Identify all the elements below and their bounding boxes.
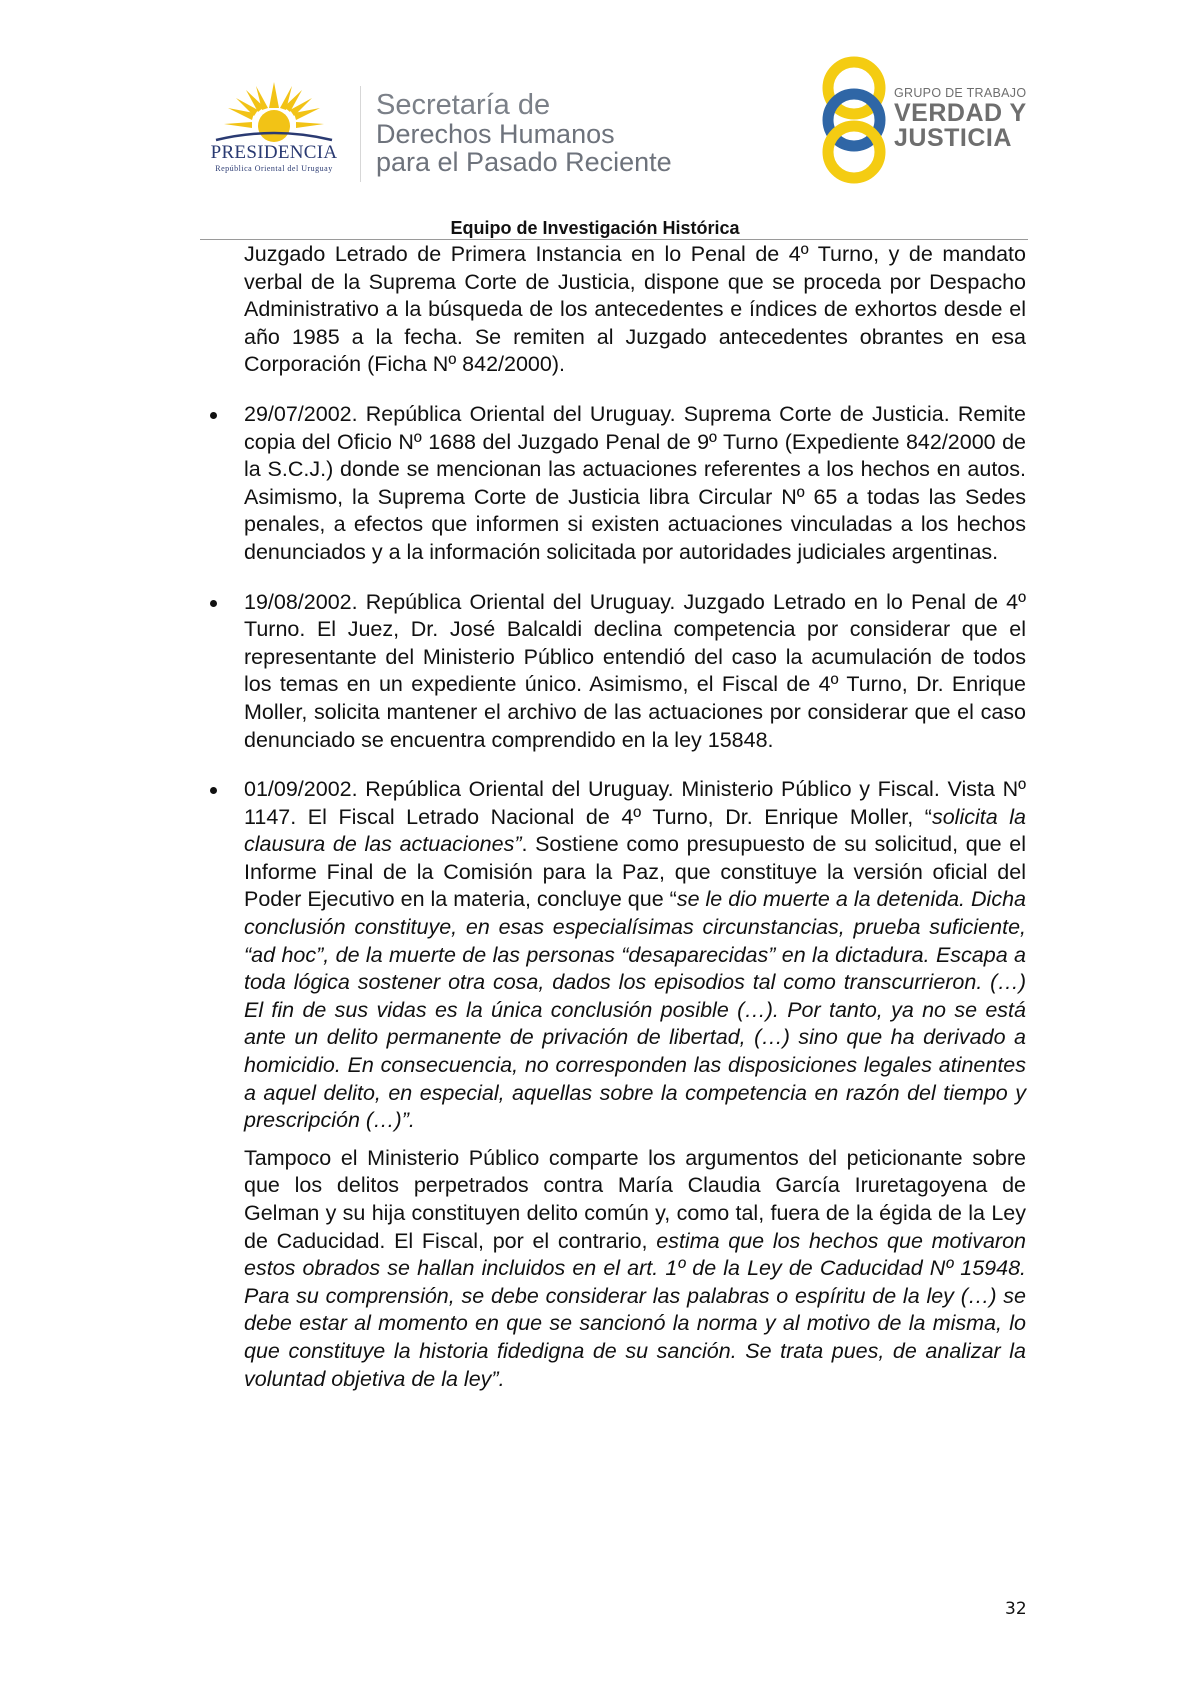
team-title: Equipo de Investigación Histórica (450, 218, 740, 238)
intro-paragraph: Juzgado Letrado de Primera Instancia en lo Penal de 4º Turno, y de mandato verbal de la Suprema Corte de Justicia, dispone que se proceda por Despacho Administrativo a la búsqueda de los antecedentes e índices de exhortos desde el año 1985 a la fecha. Se remiten al Juzgado antecedentes obrantes en esa Corporación (Ficha Nº 842/2000). (244, 242, 1026, 377)
document-body (244, 241, 1026, 1393)
item3-paragraph-2 (244, 1145, 1026, 1393)
item-text: 29/07/2002. República Oriental del Uruguay. Suprema Corte de Justicia. Remite copia del Oficio Nº 1688 del Juzgado Penal de 9º Turno (Expediente 842/2000 de la S.C.J.) donde se mencionan las actuaciones referentes a los hechos en autos. Asimismo, la Suprema Corte de Justicia libra Circular Nº 65 a todas las Sedes penales, a efectos que informen si existen actuaciones vinculadas a los hechos denunciados y a la información solicitada por autoridades judiciales argentinas. (244, 401, 1026, 564)
item3-quote-b: se le dio muerte a la detenida. Dicha conclusión constituye, en esas especialísimas circunstancias, prueba suficiente, “ad hoc”, de la muerte de las personas “desaparecidas” en la dictadura. Escapa a toda lógica sostener otra cosa, dados los episodios tal como transcurrieron. (…) El fin de sus vidas es la única conclusión posible (…). Por tanto, ya no se está ante un delito permanente de privación de libertad, (…) sino que ha derivado a homicidio. En consecuencia, no corresponden las disposiciones legales atinentes a aquel delito, en especial, aquellas sobre la competencia en razón del tiempo y prescripción (…)”. (244, 887, 1026, 1133)
secretaria-line-1: Secretaría de (376, 89, 551, 121)
list-item (244, 776, 1026, 1393)
vyj-justicia-label: JUSTICIA (894, 124, 1012, 152)
secretaria-line-2: Derechos Humanos (376, 119, 615, 149)
page-number: 32 (1005, 1599, 1027, 1619)
sun-emblem-icon (196, 80, 352, 150)
list-item (244, 401, 1026, 567)
item3-text-a: 01/09/2002. República Oriental del Uruguay. Ministerio Público y Fiscal. Vista Nº 1147. El Fiscal Letrado Nacional de 4º Turno, Dr. Enrique Moller, “ (244, 777, 1026, 829)
secretaria-logo-text (376, 90, 672, 176)
verdad-justicia-logo-text (894, 86, 1027, 150)
presidencia-name: PRESIDENCIA (210, 142, 338, 163)
vyj-grupo-label: GRUPO DE TRABAJO (894, 86, 1027, 100)
item3-p2-quote: estima que los hechos que motivaron estos obrados se hallan incluidos en el art. 1º de la Ley de Caducidad Nº 15948. Para su comprensión, se debe considerar las palabras o espíritu de la ley (…) se debe estar al momento en que se sancionó la norma y al motivo de la misma, lo que constituye la historia fidedigna de su sanción. Se trata pues, de analizar la voluntad objetiva de la ley”. (244, 1228, 1026, 1391)
item3-text-c: . Sostiene como presupuesto de su solicitud, que el Informe Final de la Comisión para la Paz, que constituye la versión oficial del Poder Ejecutivo en la materia, concluye que “ (244, 832, 1026, 912)
logo-divider (360, 86, 361, 182)
item3-quote-a: solicita la clausura de las actuaciones” (244, 804, 1026, 857)
vyj-verdad-label: VERDAD Y (894, 99, 1027, 127)
header-rule (200, 239, 1028, 240)
bullet-icon (210, 412, 217, 419)
secretaria-line-3: para el Pasado Reciente (376, 147, 672, 177)
bullet-icon (210, 787, 217, 794)
item-text: 19/08/2002. República Oriental del Uruguay. Juzgado Letrado en lo Penal de 4º Turno. El Juez, Dr. José Balcaldi declina competencia por considerar que el representante del Ministerio Público entendió del caso la acumulación de todos los temas en un expediente único. Asimismo, el Fiscal de 4º Turno, Dr. Enrique Moller, solicita mantener el archivo de las actuaciones por considerar que el caso denunciado se encuentra comprendido en la ley 15848. (244, 589, 1026, 752)
item3-p2-text: Tampoco el Ministerio Público comparte los argumentos del peticionante sobre que los delitos perpetrados contra María Claudia García Iruretagoyena de Gelman y su hija constituyen delito común y, como tal, fuera de la égida de la Ley de Caducidad. El Fiscal, por el contrario, (244, 1145, 1026, 1253)
presidencia-subtitle: República Oriental del Uruguay (215, 164, 333, 173)
list-item (244, 589, 1026, 755)
presidencia-logo (196, 80, 352, 180)
item-text (244, 776, 1026, 1135)
bullet-icon (210, 600, 217, 607)
